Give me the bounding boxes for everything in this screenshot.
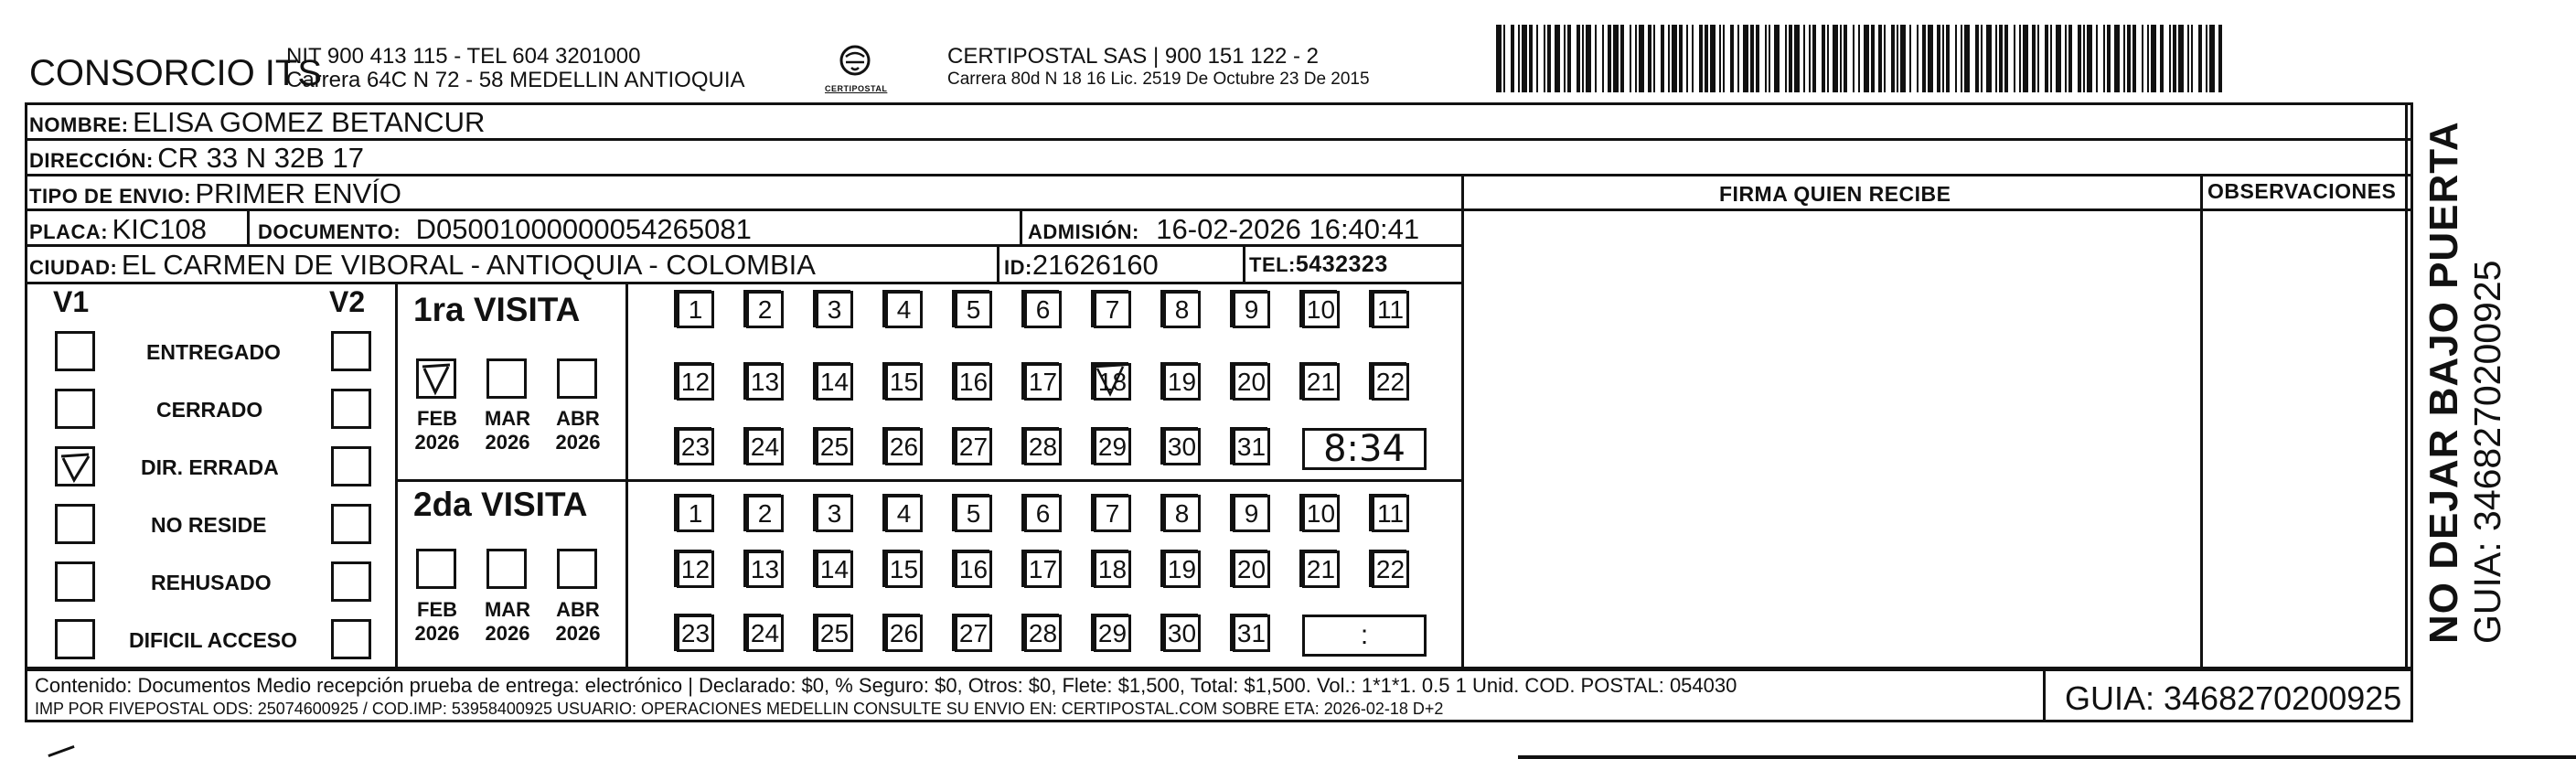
barcode-bar — [1986, 25, 1992, 92]
day-box[interactable]: 3 — [816, 495, 853, 532]
barcode-bar — [2014, 25, 2015, 92]
day-box[interactable]: 21 — [1302, 551, 1340, 588]
barcode-bar — [1661, 25, 1664, 92]
id-label: ID: — [1004, 256, 1032, 279]
side-guia: GUIA: 3468270200925 — [2466, 260, 2508, 644]
barcode-bar — [2151, 25, 2156, 92]
day-box[interactable]: 14 — [816, 551, 853, 588]
tel-row — [1249, 251, 1388, 278]
barcode-bar — [2191, 25, 2193, 92]
company-address-line: Carrera 64C N 72 - 58 MEDELLIN ANTIOQUIA — [286, 68, 745, 92]
day-box[interactable]: 10 — [1302, 495, 1340, 532]
barcode-bar — [2045, 25, 2048, 92]
barcode-bar — [1595, 25, 1597, 92]
day-box[interactable]: 20 — [1233, 363, 1270, 401]
admision-label: ADMISIÓN: — [1028, 220, 1139, 243]
barcode-bar — [1522, 25, 1527, 92]
barcode-bar — [1705, 25, 1708, 92]
day-box[interactable]: 6 — [1024, 291, 1062, 328]
scan-mark-right — [1518, 755, 2576, 759]
day-box[interactable]: 10 — [1302, 291, 1340, 328]
tel-value: 5432323 — [1295, 251, 1388, 277]
day-box[interactable]: 4 — [885, 495, 923, 532]
barcode-bar — [1743, 25, 1748, 92]
barcode-bar — [2209, 25, 2215, 92]
barcode-bar — [1564, 25, 1566, 92]
barcode-bar — [1928, 25, 1933, 92]
barcode-bar — [2050, 25, 2052, 92]
day-box[interactable]: 9 — [1233, 291, 1270, 328]
barcode-bar — [1946, 25, 1950, 92]
status-label: CERRADO — [156, 398, 263, 422]
barcode-bar — [1840, 25, 1842, 92]
day-box[interactable]: 25 — [816, 428, 853, 465]
barcode-bar — [1536, 25, 1538, 92]
tipo-envio-row — [29, 177, 401, 210]
barcode-bar — [2173, 25, 2176, 92]
footer-content-line: Contenido: Documentos Medio recepción prueba de entrega: electrónico | Declarado: $0, % Seguro: $0, Otros: $0, Flete: $1,500, Total: $1,500. Vol.: 1*1*1. 0.5 1 Unid. COD. POSTAL: 054030 — [35, 674, 1737, 697]
v1-checkbox[interactable] — [55, 561, 95, 602]
barcode-bar — [2206, 25, 2207, 92]
check-mark-icon — [58, 449, 94, 486]
day-box[interactable]: 15 — [885, 363, 923, 401]
barcode-bar — [1794, 25, 1800, 92]
documento-row — [258, 213, 752, 246]
day-box[interactable]: 20 — [1233, 551, 1270, 588]
barcode-bar — [1765, 25, 1767, 92]
barcode-bar — [1686, 25, 1688, 92]
barcode-bar — [1635, 25, 1637, 92]
barcode-bar — [1577, 25, 1580, 92]
firma-header: FIRMA QUIEN RECIBE — [1719, 182, 1951, 206]
barcode-bar — [1582, 25, 1584, 92]
day-box[interactable]: 28 — [1024, 615, 1062, 652]
barcode-bar — [2078, 25, 2081, 92]
day-box[interactable]: 7 — [1094, 291, 1131, 328]
company-nit-line: NIT 900 413 115 - TEL 604 3201000 — [286, 44, 641, 69]
barcode-bar — [2096, 25, 2098, 92]
barcode-bar — [1803, 25, 1805, 92]
day-box[interactable]: 5 — [955, 291, 992, 328]
barcode-bar — [2023, 25, 2028, 92]
barcode-bar — [1897, 25, 1898, 92]
barcode-bar — [1692, 25, 1694, 92]
v2-header: V2 — [329, 285, 366, 318]
barcode-bar — [2107, 25, 2111, 92]
barcode-bar — [1503, 25, 1505, 92]
barcode-bar — [1668, 25, 1670, 92]
visit-title: 2da VISITA — [413, 486, 588, 523]
day-box[interactable]: 25 — [816, 615, 853, 652]
nombre-row — [29, 106, 485, 139]
barcode-bar — [2019, 25, 2021, 92]
day-box[interactable]: 3 — [816, 291, 853, 328]
barcode-bar — [2187, 25, 2189, 92]
barcode-bar — [1955, 25, 1957, 92]
id-value: 21626160 — [1031, 249, 1159, 281]
barcode-bar — [2068, 25, 2072, 92]
barcode-bar — [1710, 25, 1716, 92]
barcode-bar — [2114, 25, 2120, 92]
month-checkbox[interactable] — [486, 358, 527, 399]
day-box[interactable]: 28 — [1024, 428, 1062, 465]
v2-checkbox[interactable] — [331, 561, 371, 602]
barcode-bar — [1858, 25, 1860, 92]
footer-guia: GUIA: 3468270200925 — [2065, 679, 2402, 717]
day-box[interactable]: 19 — [1163, 551, 1201, 588]
barcode-bar — [1567, 25, 1571, 92]
day-box[interactable]: 8 — [1163, 291, 1201, 328]
tipo-envio-label: TIPO DE ENVIO: — [29, 185, 191, 208]
v1-checkbox[interactable] — [55, 504, 95, 544]
scan-mark-left — [48, 745, 74, 757]
month-checkbox[interactable] — [557, 549, 597, 589]
admision-value: 16-02-2026 16:40:41 — [1156, 213, 1420, 245]
day-box[interactable]: 31 — [1233, 428, 1270, 465]
month-label: ABR 2026 — [555, 407, 601, 454]
day-box[interactable]: 27 — [955, 615, 992, 652]
v1-header: V1 — [53, 285, 90, 318]
barcode-bar — [1809, 25, 1811, 92]
v2-checkbox[interactable] — [331, 619, 371, 659]
barcode-bar — [1529, 25, 1533, 92]
month-label: FEB 2026 — [414, 407, 460, 454]
day-box[interactable]: 26 — [885, 615, 923, 652]
footer-print-line: IMP POR FIVEPOSTAL ODS: 25074600925 / COD.IMP: 53958400925 USUARIO: OPERACIONES MEDELLIN CONSULTE SU ENVIO EN: CERTIPOSTAL.COM SOBRE ETA: 2026-02-18 D+2 — [35, 700, 1444, 718]
day-box[interactable]: 1 — [677, 495, 714, 532]
day-box[interactable]: 13 — [746, 551, 784, 588]
barcode-bar — [1719, 25, 1721, 92]
documento-value: D05001000000054265081 — [415, 213, 752, 245]
ciudad-value: EL CARMEN DE VIBORAL - ANTIOQUIA - COLOMBIA — [121, 249, 816, 281]
barcode-bar — [1871, 25, 1875, 92]
barcode-bar — [1884, 25, 1886, 92]
day-box[interactable]: 22 — [1372, 551, 1409, 588]
barcode-bar — [2087, 25, 2092, 92]
day-box[interactable]: 1 — [677, 291, 714, 328]
barcode-bar — [1844, 25, 1847, 92]
day-box[interactable]: 18 — [1094, 363, 1131, 401]
barcode-bar — [1699, 25, 1703, 92]
direccion-row — [29, 142, 364, 175]
month-checkbox[interactable] — [416, 358, 456, 399]
month-label: MAR 2026 — [484, 407, 531, 454]
day-box[interactable]: 29 — [1094, 428, 1131, 465]
time-box[interactable]: 8:34 — [1302, 428, 1427, 470]
barcode-bar — [1639, 25, 1644, 92]
barcode-bar — [1981, 25, 1983, 92]
day-box[interactable]: 4 — [885, 291, 923, 328]
day-box[interactable]: 11 — [1372, 495, 1409, 532]
status-label: REHUSADO — [151, 571, 272, 594]
status-label: ENTREGADO — [146, 340, 281, 364]
day-box[interactable]: 2 — [746, 291, 784, 328]
day-box[interactable]: 11 — [1372, 291, 1409, 328]
day-box[interactable]: 30 — [1163, 615, 1201, 652]
time-box[interactable]: : — [1302, 615, 1427, 657]
barcode-bar — [1586, 25, 1591, 92]
barcode-bar — [1785, 25, 1787, 92]
day-box[interactable]: 17 — [1024, 363, 1062, 401]
check-mark-icon — [1094, 363, 1130, 400]
day-box[interactable]: 8 — [1163, 495, 1201, 532]
barcode-bar — [1789, 25, 1792, 92]
barcode-bar — [1648, 25, 1651, 92]
day-box[interactable]: 14 — [816, 363, 853, 401]
day-box[interactable]: 5 — [955, 495, 992, 532]
nombre-value: ELISA GOMEZ BETANCUR — [133, 106, 486, 138]
status-label: DIFICIL ACCESO — [129, 628, 298, 652]
day-box[interactable]: 23 — [677, 428, 714, 465]
visit-title: 1ra VISITA — [413, 291, 581, 328]
barcode-bar — [1756, 25, 1759, 92]
day-box[interactable]: 18 — [1094, 551, 1131, 588]
day-box[interactable]: 21 — [1302, 363, 1340, 401]
barcode-bar — [1653, 25, 1655, 92]
barcode-bar — [1822, 25, 1825, 92]
barcode-bar — [1999, 25, 2003, 92]
v2-checkbox[interactable] — [331, 446, 371, 486]
day-box[interactable]: 12 — [677, 551, 714, 588]
day-box[interactable]: 16 — [955, 363, 992, 401]
barcode-bar — [2169, 25, 2171, 92]
barcode-bar — [1602, 25, 1604, 92]
barcode-bar — [1730, 25, 1734, 92]
day-box[interactable]: 12 — [677, 363, 714, 401]
barcode-bar — [1737, 25, 1739, 92]
barcode-bar — [1812, 25, 1816, 92]
day-box[interactable]: 17 — [1024, 551, 1062, 588]
barcode-bar — [1917, 25, 1919, 92]
v1-checkbox[interactable] — [55, 389, 95, 429]
observaciones-header: OBSERVACIONES — [2207, 179, 2397, 203]
barcode-bar — [2123, 25, 2125, 92]
barcode-bar — [1909, 25, 1911, 92]
v1-checkbox[interactable] — [55, 619, 95, 659]
month-checkbox[interactable] — [486, 549, 527, 589]
barcode-bar — [1723, 25, 1725, 92]
placa-value: KIC108 — [112, 213, 207, 245]
barcode-bar — [2083, 25, 2085, 92]
status-label: NO RESIDE — [151, 513, 267, 537]
month-checkbox[interactable] — [416, 549, 456, 589]
barcode-bar — [1961, 25, 1962, 92]
barcode-bar — [1942, 25, 1944, 92]
documento-label: DOCUMENTO: — [258, 220, 401, 243]
v1-checkbox[interactable] — [55, 446, 95, 486]
month-label: MAR 2026 — [484, 598, 531, 645]
direccion-label: DIRECCIÓN: — [29, 149, 154, 172]
barcode-bar — [1900, 25, 1906, 92]
barcode-bar — [1937, 25, 1940, 92]
barcode-bar — [2218, 25, 2222, 92]
day-box[interactable]: 22 — [1372, 363, 1409, 401]
barcode-bar — [1672, 25, 1677, 92]
barcode-bar — [2147, 25, 2149, 92]
day-box[interactable]: 7 — [1094, 495, 1131, 532]
day-box[interactable]: 6 — [1024, 495, 1062, 532]
day-box[interactable]: 13 — [746, 363, 784, 401]
side-warning: NO DEJAR BAJO PUERTA — [2421, 121, 2466, 644]
barcode-bar — [1544, 25, 1545, 92]
barcode-bar — [1620, 25, 1624, 92]
id-row — [1004, 249, 1159, 282]
ciudad-row — [29, 249, 816, 282]
day-box[interactable]: 29 — [1094, 615, 1131, 652]
barcode-bar — [1630, 25, 1631, 92]
month-label: FEB 2026 — [414, 598, 460, 645]
barcode-bar — [1864, 25, 1869, 92]
carrier-address-line: Carrera 80d N 18 16 Lic. 2519 De Octubre 23 De 2015 — [947, 69, 1370, 89]
barcode-bar — [1518, 25, 1520, 92]
placa-row — [29, 213, 207, 246]
nombre-label: NOMBRE: — [29, 113, 129, 136]
v2-checkbox[interactable] — [331, 504, 371, 544]
check-mark-icon — [419, 361, 455, 398]
barcode-bar — [1853, 25, 1855, 92]
v2-checkbox[interactable] — [331, 331, 371, 371]
barcode-bar — [1995, 25, 1997, 92]
barcode-bar — [2178, 25, 2184, 92]
barcode-bar — [1774, 25, 1780, 92]
day-box[interactable]: 31 — [1233, 615, 1270, 652]
direccion-value: CR 33 N 32B 17 — [157, 142, 364, 174]
barcode-bar — [1827, 25, 1829, 92]
day-box[interactable]: 19 — [1163, 363, 1201, 401]
month-label: ABR 2026 — [555, 598, 601, 645]
day-box[interactable]: 9 — [1233, 495, 1270, 532]
barcode-bar — [1511, 25, 1514, 92]
barcode-bar — [1833, 25, 1838, 92]
barcode-bar — [1608, 25, 1611, 92]
placa-label: PLACA: — [29, 220, 109, 243]
v1-checkbox[interactable] — [55, 331, 95, 371]
tel-label: TEL: — [1249, 253, 1296, 276]
admision-row — [1028, 213, 1419, 246]
day-box[interactable]: 24 — [746, 428, 784, 465]
side-block — [2421, 121, 2507, 644]
barcode-bar — [1975, 25, 1979, 92]
barcode-bar — [1555, 25, 1560, 92]
tipo-envio-value: PRIMER ENVÍO — [195, 177, 402, 209]
barcode-bar — [1496, 25, 1502, 92]
day-box[interactable]: 27 — [955, 428, 992, 465]
ciudad-label: CIUDAD: — [29, 256, 118, 279]
barcode-bar — [2160, 25, 2164, 92]
barcode-bar — [2142, 25, 2143, 92]
day-box[interactable]: 23 — [677, 615, 714, 652]
barcode-bar — [1891, 25, 1895, 92]
month-checkbox[interactable] — [557, 358, 597, 399]
day-box[interactable]: 30 — [1163, 428, 1201, 465]
barcode-bar — [1964, 25, 1970, 92]
barcode-bar — [2032, 25, 2036, 92]
barcode-bar — [1679, 25, 1683, 92]
v2-checkbox[interactable] — [331, 389, 371, 429]
barcode-bar — [2198, 25, 2202, 92]
barcode-bar — [2056, 25, 2061, 92]
status-label: DIR. ERRADA — [141, 455, 279, 479]
barcode-bar — [2132, 25, 2136, 92]
certipostal-logo-caption: CERTIPOSTAL — [825, 84, 888, 93]
barcode-bar — [2004, 25, 2008, 92]
barcode-bar — [1878, 25, 1882, 92]
barcode-bar — [2065, 25, 2067, 92]
barcode-bar — [2127, 25, 2131, 92]
carrier-nit-line: CERTIPOSTAL SAS | 900 151 122 - 2 — [947, 44, 1319, 69]
day-box[interactable]: 16 — [955, 551, 992, 588]
barcode-bar — [2037, 25, 2039, 92]
barcode-bar — [1750, 25, 1754, 92]
barcode-bar — [1613, 25, 1619, 92]
shipment-barcode — [1496, 25, 2224, 92]
company-name: CONSORCIO ITS — [29, 53, 323, 93]
barcode-bar — [2103, 25, 2105, 92]
day-box[interactable]: 24 — [746, 615, 784, 652]
day-box[interactable]: 15 — [885, 551, 923, 588]
day-box[interactable]: 26 — [885, 428, 923, 465]
day-box[interactable]: 2 — [746, 495, 784, 532]
barcode-bar — [1769, 25, 1770, 92]
barcode-bar — [1547, 25, 1551, 92]
barcode-bar — [1922, 25, 1926, 92]
